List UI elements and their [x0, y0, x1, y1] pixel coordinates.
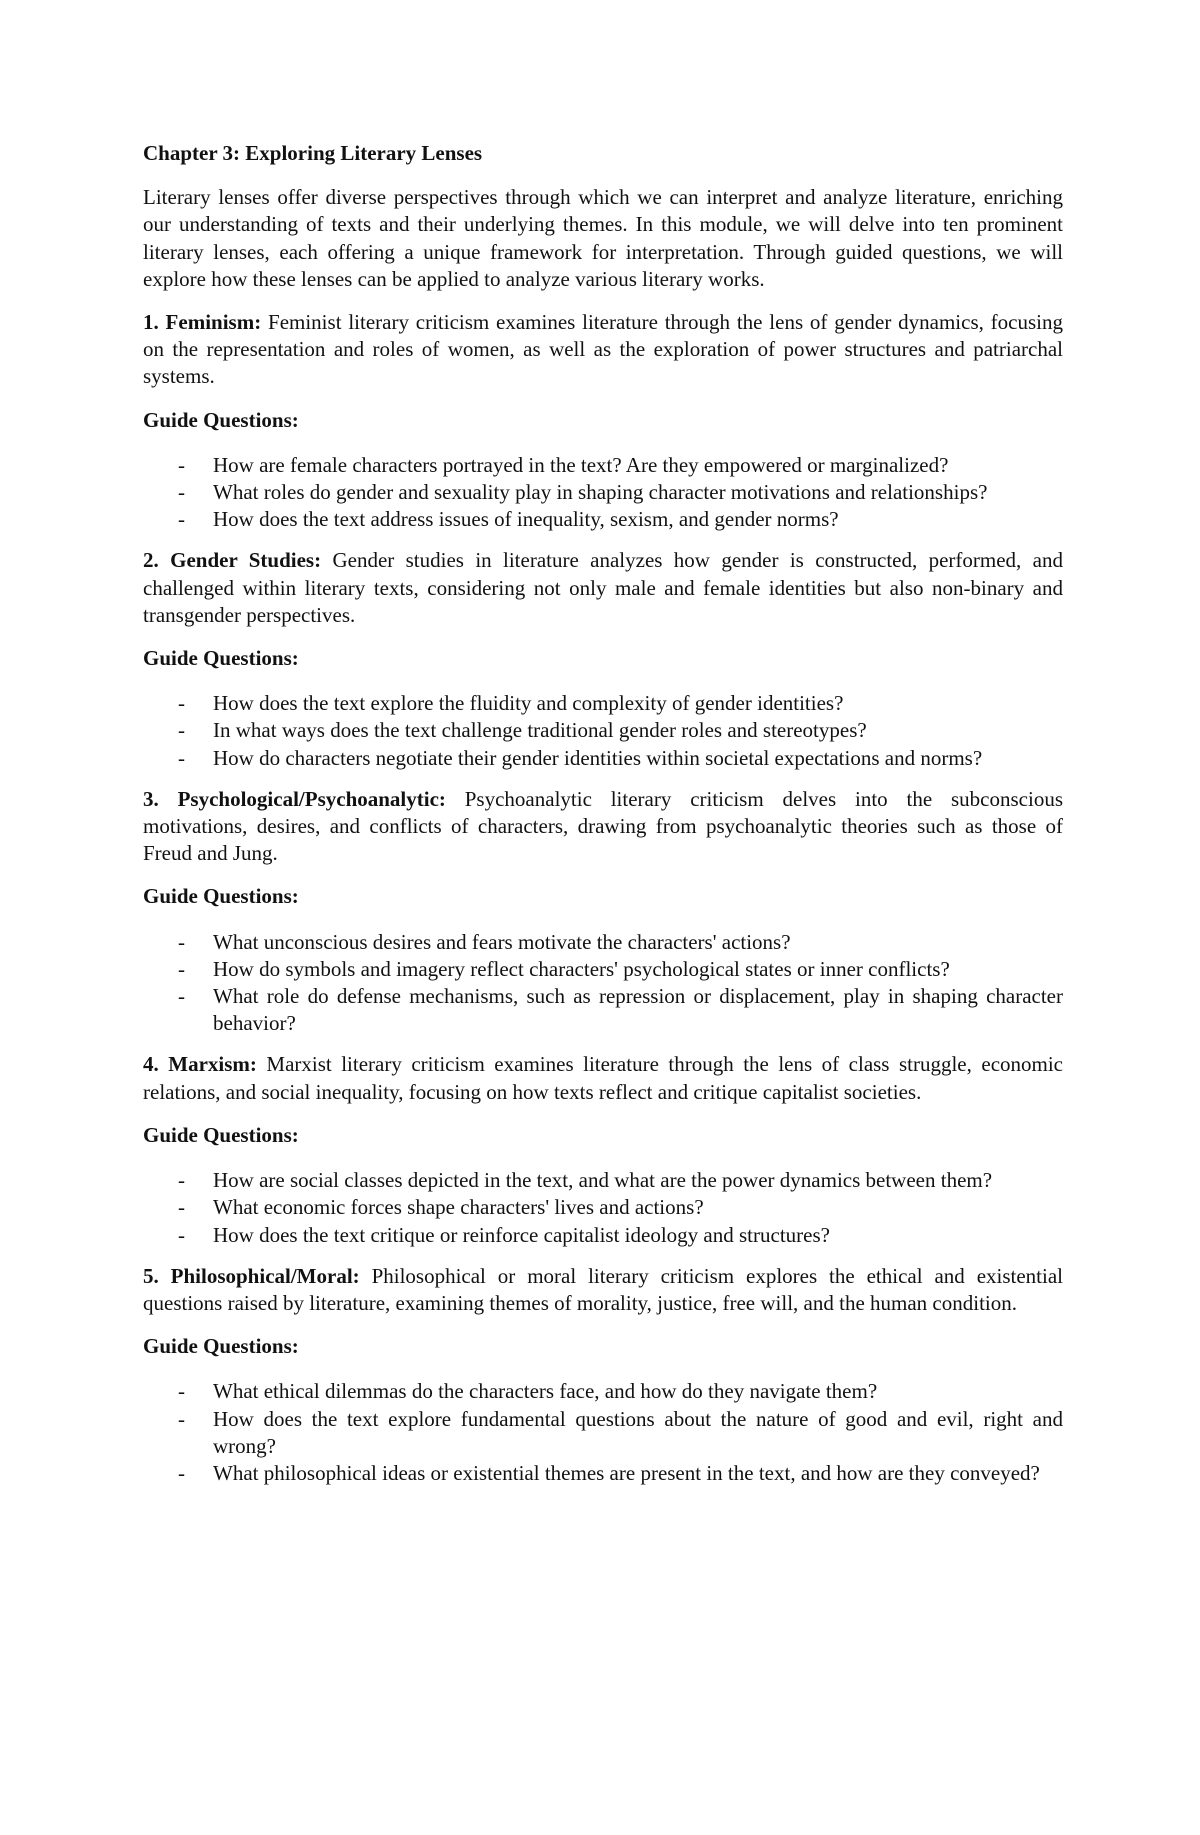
question-text: How do characters negotiate their gender identities within societal expectations and norms?	[213, 745, 983, 770]
question-text: What philosophical ideas or existential themes are present in the text, and how are they conveyed?	[213, 1460, 1040, 1485]
section-heading: 5. Philosophical/Moral:	[143, 1263, 360, 1288]
question-list	[143, 1378, 1063, 1487]
guide-questions-label: Guide Questions:	[143, 1122, 299, 1147]
list-item	[143, 1194, 1063, 1221]
list-item	[143, 479, 1063, 506]
guide-questions-label: Guide Questions:	[143, 884, 299, 909]
question-text: In what ways does the text challenge traditional gender roles and stereotypes?	[213, 718, 867, 743]
guide-questions-label: Guide Questions:	[143, 646, 299, 671]
section-heading: 1. Feminism:	[143, 310, 262, 335]
question-list	[143, 929, 1063, 1038]
section-paragraph	[143, 786, 1063, 868]
bullet-dash: -	[178, 480, 185, 505]
bullet-dash: -	[178, 691, 185, 716]
section-paragraph	[143, 309, 1063, 391]
section-body: Marxist literary criticism examines literature through the lens of class struggle, economic relations, and social inequality, focusing on how texts reflect and critique capitalist societies.	[143, 1052, 1064, 1104]
bullet-dash: -	[178, 1460, 185, 1485]
section-body: Philosophical or moral literary criticism explores the ethical and existential questions raised by literature, examining themes of morality, justice, free will, and the human condition.	[143, 1263, 1064, 1315]
list-item	[143, 983, 1063, 1037]
list-item	[143, 717, 1063, 744]
question-text: How does the text explore fundamental questions about the nature of good and evil, right and wrong?	[213, 1406, 1063, 1458]
section-marxism	[143, 1051, 1063, 1248]
guide-questions-label: Guide Questions:	[143, 1334, 299, 1359]
bullet-dash: -	[178, 956, 185, 981]
bullet-dash: -	[178, 1195, 185, 1220]
list-item	[143, 506, 1063, 533]
section-heading: 2. Gender Studies:	[143, 548, 322, 573]
list-item	[143, 956, 1063, 983]
section-paragraph	[143, 1263, 1063, 1317]
bullet-dash: -	[178, 452, 185, 477]
document-page	[143, 140, 1063, 1501]
question-text: How does the text critique or reinforce capitalist ideology and structures?	[213, 1222, 830, 1247]
question-text: What economic forces shape characters' lives and actions?	[213, 1195, 704, 1220]
section-heading: 3. Psychological/Psychoanalytic:	[143, 786, 446, 811]
list-item	[143, 1406, 1063, 1460]
section-heading: 4. Marxism:	[143, 1052, 257, 1077]
intro-paragraph: Literary lenses offer diverse perspectives through which we can interpret and analyze literature, enriching our understanding of texts and their underlying themes. In this module, we will delve into ten prominent literary lenses, each offering a unique framework for interpretation. Through guided questions, we will explore how these lenses can be applied to analyze various literary works.	[143, 185, 1063, 291]
list-item	[143, 1378, 1063, 1405]
bullet-dash: -	[178, 1406, 185, 1431]
section-body: Psychoanalytic literary criticism delves into the subconscious motivations, desires, and conflicts of characters, drawing from psychoanalytic theories such as those of Freud and Jung.	[143, 786, 1063, 866]
question-text: How do symbols and imagery reflect characters' psychological states or inner conflicts?	[213, 956, 950, 981]
question-text: How are female characters portrayed in the text? Are they empowered or marginalized?	[213, 452, 949, 477]
question-text: What unconscious desires and fears motivate the characters' actions?	[213, 929, 791, 954]
section-philosophical	[143, 1263, 1063, 1487]
list-item	[143, 452, 1063, 479]
section-gender-studies	[143, 547, 1063, 771]
section-paragraph	[143, 547, 1063, 629]
question-text: How does the text address issues of inequality, sexism, and gender norms?	[213, 507, 839, 532]
bullet-dash: -	[178, 929, 185, 954]
bullet-dash: -	[178, 745, 185, 770]
list-item	[143, 1222, 1063, 1249]
question-text: What role do defense mechanisms, such as repression or displacement, play in shaping character behavior?	[213, 984, 1063, 1036]
section-body: Gender studies in literature analyzes how gender is constructed, performed, and challenged within literary texts, considering not only male and female identities but also non-binary and transgender perspectives.	[143, 548, 1063, 627]
list-item	[143, 1167, 1063, 1194]
question-text: How are social classes depicted in the text, and what are the power dynamics between them?	[213, 1168, 993, 1193]
question-list	[143, 1167, 1063, 1249]
section-body: Feminist literary criticism examines literature through the lens of gender dynamics, focusing on the representation and roles of women, as well as the exploration of power structures and patriarchal systems.	[143, 310, 1063, 389]
question-text: How does the text explore the fluidity and complexity of gender identities?	[213, 691, 844, 716]
section-paragraph	[143, 1051, 1063, 1105]
chapter-title: Chapter 3: Exploring Literary Lenses	[143, 141, 483, 165]
bullet-dash: -	[178, 1222, 185, 1247]
bullet-dash: -	[178, 1168, 185, 1193]
guide-questions-label: Guide Questions:	[143, 407, 299, 432]
question-text: What roles do gender and sexuality play in shaping character motivations and relationships?	[213, 480, 988, 505]
list-item	[143, 690, 1063, 717]
list-item	[143, 929, 1063, 956]
bullet-dash: -	[178, 507, 185, 532]
question-list	[143, 690, 1063, 772]
list-item	[143, 1460, 1063, 1487]
bullet-dash: -	[178, 1379, 185, 1404]
question-list	[143, 452, 1063, 534]
section-psychological	[143, 786, 1063, 1038]
bullet-dash: -	[178, 984, 185, 1009]
bullet-dash: -	[178, 718, 185, 743]
section-feminism	[143, 309, 1063, 533]
list-item	[143, 745, 1063, 772]
question-text: What ethical dilemmas do the characters face, and how do they navigate them?	[213, 1379, 878, 1404]
